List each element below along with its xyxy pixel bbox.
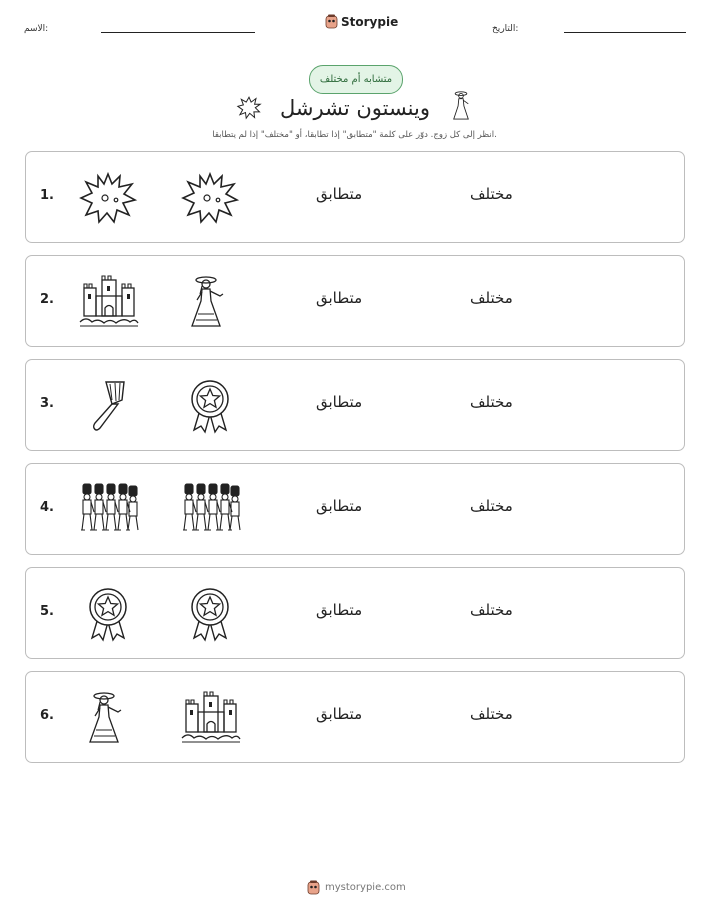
brush-icon	[78, 378, 138, 434]
medal-icon	[180, 378, 240, 434]
name-label: الاسم:	[24, 24, 49, 34]
row-number: 4.	[40, 500, 54, 515]
different-option[interactable]: مختلف	[470, 185, 513, 203]
castle-icon	[180, 690, 240, 746]
footer-url: mystorypie.com	[325, 882, 406, 893]
lady-icon	[450, 90, 472, 122]
worksheet-row	[25, 567, 685, 659]
different-option[interactable]: مختلف	[470, 705, 513, 723]
same-option[interactable]: متطابق	[316, 393, 363, 411]
medal-icon	[78, 586, 138, 642]
storypie-mascot-icon	[307, 880, 320, 895]
different-option[interactable]: مختلف	[470, 497, 513, 515]
same-option[interactable]: متطابق	[316, 705, 363, 723]
brand-name: Storypie	[341, 14, 399, 29]
paint-splat-icon	[78, 170, 138, 226]
page-title: وينستون تشرشل	[280, 96, 431, 120]
row-number: 6.	[40, 708, 54, 723]
lady-icon	[180, 274, 240, 330]
title-block	[0, 96, 709, 126]
worksheet-row	[25, 255, 685, 347]
same-option[interactable]: متطابق	[316, 497, 363, 515]
medal-icon	[180, 586, 240, 642]
worksheet-row	[25, 151, 685, 243]
same-option[interactable]: متطابق	[316, 185, 363, 203]
worksheet-row	[25, 671, 685, 763]
soldiers-icon	[78, 482, 138, 538]
footer	[307, 880, 406, 895]
storypie-mascot-icon	[325, 14, 338, 29]
row-number: 5.	[40, 604, 54, 619]
worksheet-row	[25, 463, 685, 555]
row-number: 2.	[40, 292, 54, 307]
brand-logo	[325, 14, 398, 29]
paint-splat-icon	[235, 93, 263, 121]
date-line[interactable]	[564, 32, 686, 33]
different-option[interactable]: مختلف	[470, 289, 513, 307]
row-number: 1.	[40, 188, 54, 203]
soldiers-icon	[180, 482, 240, 538]
different-option[interactable]: مختلف	[470, 601, 513, 619]
row-number: 3.	[40, 396, 54, 411]
instructions: انظر إلى كل زوج. دوّر على كلمة "متطابق" إذا تطابقا، أو "مختلف" إذا لم يتطابقا.	[212, 130, 497, 140]
castle-icon	[78, 274, 138, 330]
same-option[interactable]: متطابق	[316, 289, 363, 307]
activity-badge: متشابه أم مختلف	[309, 65, 403, 94]
name-line[interactable]	[101, 32, 255, 33]
date-label: التاريخ:	[492, 24, 519, 34]
worksheet-row	[25, 359, 685, 451]
paint-splat-icon	[180, 170, 240, 226]
different-option[interactable]: مختلف	[470, 393, 513, 411]
same-option[interactable]: متطابق	[316, 601, 363, 619]
lady-icon	[78, 690, 138, 746]
